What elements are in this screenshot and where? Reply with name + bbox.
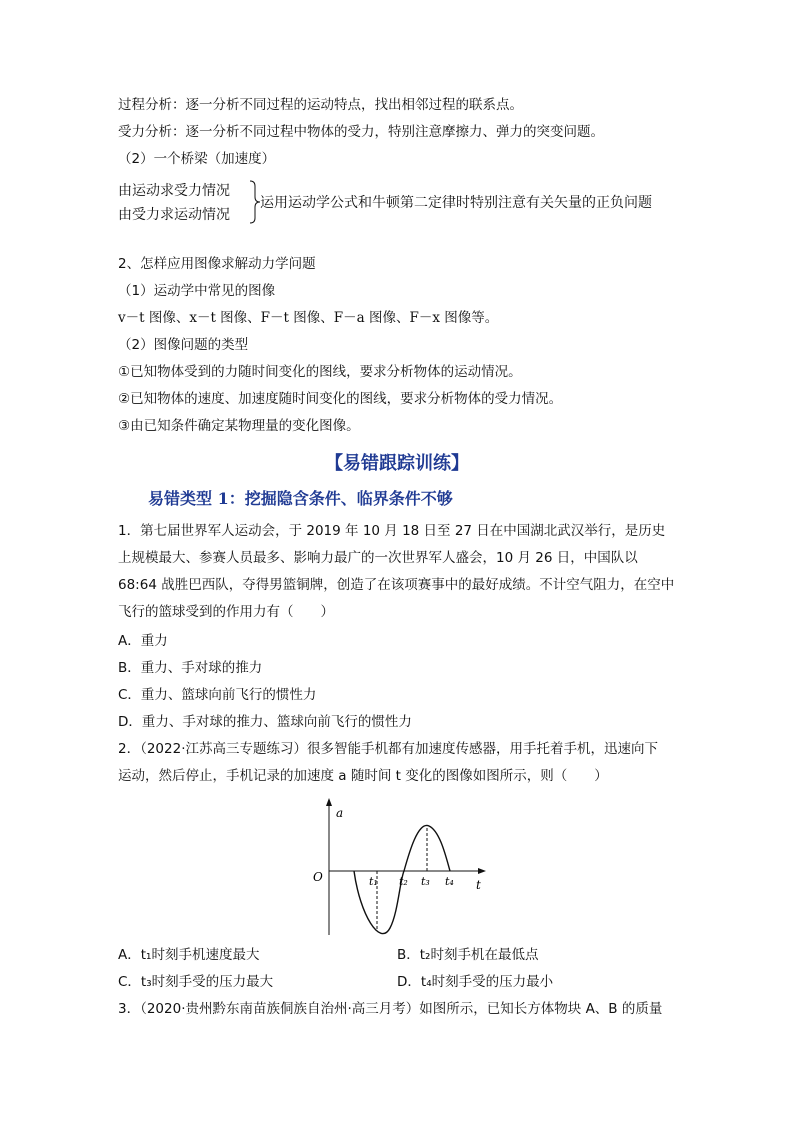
- section-heading: 【易错跟踪训练】: [325, 453, 469, 474]
- q2-option-b: B．t₂时刻手机在最低点: [397, 947, 539, 963]
- section-subheading: 易错类型 1：挖掘隐含条件、临界条件不够: [148, 489, 453, 508]
- y-axis-arrow: [326, 798, 332, 806]
- q1-option-b: B．重力、手对球的推力: [118, 660, 263, 676]
- question-3-text: 3．（2020·贵州黔东南苗族侗族自治州·高三月考）如图所示，已知长方体物块 A、B 的质量: [118, 1001, 663, 1017]
- bridge-line: （2）一个桥梁（加速度）: [118, 151, 276, 167]
- section-2-item-2: （2）图像问题的类型: [118, 337, 249, 353]
- section-2-title: 2、怎样应用图像求解动力学问题: [118, 256, 316, 272]
- q2-option-d: D．t₄时刻手受的压力最小: [397, 974, 554, 990]
- type-3-line: ③由已知条件确定某物理量的变化图像。: [118, 418, 360, 434]
- type-1-line: ①已知物体受到的力随时间变化的图线，要求分析物体的运动情况。: [118, 364, 522, 380]
- q1-option-d: D．重力、手对球的推力、篮球向前飞行的惯性力: [118, 714, 412, 730]
- question-1-text: 1．第七届世界军人运动会，于 2019 年 10 月 18 日至 27 日在中国湖北武汉举行，是历史上规模最大、参赛人员最多、影响力最广的一次世界军人盛会，10 月 26 日，中国队以 68:64 战胜巴西队，夺得男篮铜牌，创造了在该项赛事中的最好成绩。不计空气阻力，在空中飞行的篮球受到的作用力有（ ）: [118, 523, 675, 620]
- acceleration-time-graph: [300, 795, 500, 940]
- origin-label: O: [313, 870, 323, 884]
- t3-label: t₃: [421, 875, 430, 888]
- brace-right-text: 运用运动学公式和牛顿第二定律时特别注意有关矢量的正负问题: [260, 195, 652, 211]
- type-2-line: ②已知物体的速度、加速度随时间变化的图线，要求分析物体的受力情况。: [118, 391, 563, 407]
- q2-option-a: A．t₁时刻手机速度最大: [118, 947, 260, 963]
- q1-option-c: C．重力、篮球向前飞行的惯性力: [118, 687, 317, 703]
- process-analysis-line: 过程分析：逐一分析不同过程的运动特点，找出相邻过程的联系点。: [118, 97, 523, 113]
- section-2-item-1: （1）运动学中常见的图像: [118, 283, 276, 299]
- t2-label: t₂: [399, 875, 408, 888]
- brace-bottom-text: 由受力求运动情况: [118, 207, 230, 223]
- q1-option-a: A．重力: [118, 633, 168, 649]
- brace-top-text: 由运动求受力情况: [118, 183, 230, 199]
- question-2-line-2: 运动，然后停止，手机记录的加速度 a 随时间 t 变化的图像如图所示，则（ ）: [118, 768, 608, 784]
- q2-option-c: C．t₃时刻手受的压力最大: [118, 974, 274, 990]
- y-axis-label: a: [336, 806, 344, 820]
- x-axis-label: t: [476, 878, 481, 892]
- t1-label: t₁: [369, 875, 378, 888]
- force-analysis-line: 受力分析：逐一分析不同过程中物体的受力，特别注意摩擦力、弹力的突变问题。: [118, 124, 604, 140]
- t4-label: t₄: [445, 875, 454, 888]
- graphs-list-line: v－t 图像、x－t 图像、F－t 图像、F－a 图像、F－x 图像等。: [118, 310, 499, 326]
- question-2-line-1: 2．（2022·江苏高三专题练习）很多智能手机都有加速度传感器，用手托着手机，迅速向下: [118, 741, 658, 757]
- x-axis-arrow: [478, 868, 486, 874]
